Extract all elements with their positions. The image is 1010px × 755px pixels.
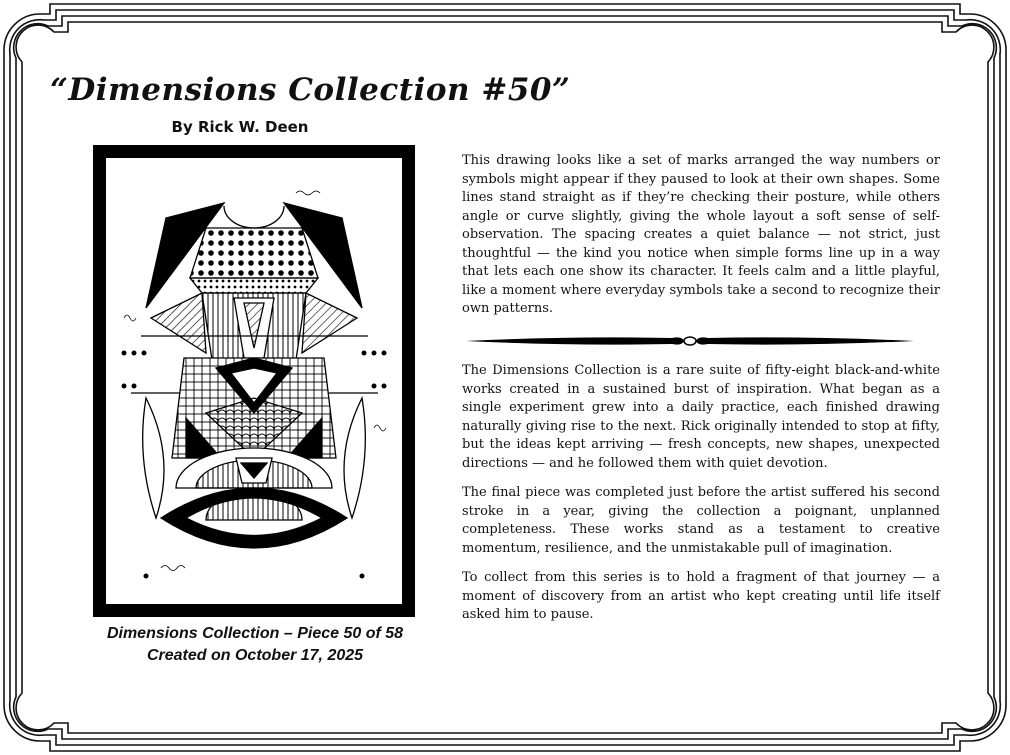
ornamental-divider-icon	[462, 333, 918, 349]
description-paragraph-2: The Dimensions Collection is a rare suite of fifty-eight black-and-white works created in a sustained burst of inspiration. What began as a single experiment grew into a daily practice, each finished drawing naturally giving rise to the next. Rick originally intended to stop at fifty, but the ideas kept arriving — fresh concepts, new shapes, unexpected directions — and he followed them with quiet devotion.	[462, 363, 940, 471]
abstract-ink-drawing-icon	[106, 158, 402, 604]
artwork-frame	[93, 145, 415, 617]
author-byline: By Rick W. Deen	[171, 118, 309, 136]
caption-piece-number: Dimensions Collection – Piece 50 of 58	[106, 625, 404, 642]
description-paragraph-4: To collect from this series is to hold a fragment of that journey — a moment of discovery from an artist who kept creating until life itself asked him to pause.	[462, 570, 940, 622]
description-paragraph-1: This drawing looks like a set of marks arranged the way numbers or symbols might appear if they paused to look at their own shapes. Some lines stand straight as if they’re checking their posture, while others angle or curve slightly, giving the whole layout a soft sense of self-observation. The spacing creates a quiet balance — not strict, just thoughtful — the kind you notice when simple forms line up in a way that lets each one show its character. It feels calm and a little playful, like a moment where everyday symbols take a second to recognize their own patterns.	[462, 153, 940, 316]
description-paragraph-3: The final piece was completed just before the artist suffered his second stroke in a year, giving the collection a poignant, unplanned completeness. These works stand as a testament to creative momentum, resilience, and the unmistakable pull of imagination.	[462, 485, 940, 556]
artwork-caption	[60, 623, 450, 667]
artwork-image	[106, 158, 402, 604]
page-title: “Dimensions Collection #50”	[50, 72, 571, 108]
caption-created-date: Created on October 17, 2025	[146, 647, 364, 664]
